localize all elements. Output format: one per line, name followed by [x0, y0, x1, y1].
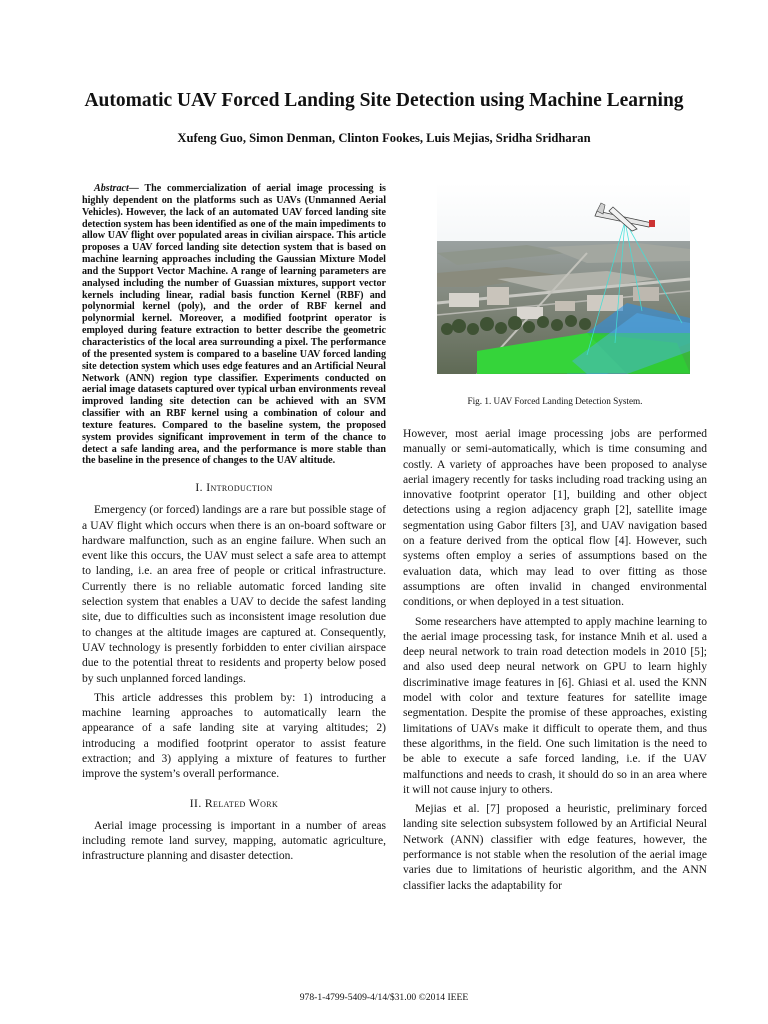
- figure-caption: Fig. 1. UAV Forced Landing Detection System.: [467, 396, 643, 406]
- paper-authors: Xufeng Guo, Simon Denman, Clinton Fookes, Luis Mejias, Sridha Sridharan: [177, 131, 591, 145]
- intro-paragraph: Emergency (or forced) landings are a rare but possible stage of a UAV flight which occurs when there is an on-board software or hardware malfunction, such as an engine failure. When such an event like this occurs, the UAV must select a safe area to attempt to landing, i.e. an area free of people or critical infrastructure. Currently there is no reliable automatic forced landing site selection system that enables a UAV to decide the safest landing site, due to difficulties such as inconsistent image resolution due to changes at the altitude images are captured at. Consequently, UAV technology is presently forbidden to enter civilian airspace due to the potential threat to residents and property below posed by such unplanned forced landings.: [82, 504, 386, 685]
- related-work-paragraph: Mejias et al. [7] proposed a heuristic, preliminary forced landing site selection subsystem followed by an Artificial Neural Network (ANN) classifier with edge features, however, the performance is not stable when the resolution of the aerial image varies due to limitations of heuristic algorithm, and the ANN classifier lacks the adaptability for: [403, 803, 707, 892]
- intro-paragraph: This article addresses this problem by: 1) introducing a machine learning approaches to automatically learn the appearance of a safe landing site at varying altitudes; 2) introducing a modified footprint operator to assist feature extraction; and 3) applying a mixture of features to further improve the system’s overall performance.: [82, 691, 386, 781]
- left-column: [82, 183, 386, 868]
- abstract: [82, 183, 386, 467]
- abstract-lead: Abstract—: [94, 183, 139, 194]
- section-heading-introduction: I. Introduction: [195, 481, 273, 495]
- section-heading-related-work: II. Related Work: [189, 796, 279, 810]
- related-work-paragraph: Some researchers have attempted to apply machine learning to the aerial image processing task, for instance Mnih et al. used a deep neural network to train road detection models in 2010 [5]; and also used deep neural network on GPU to learn highly discriminative image features in [6]. Ghiasi et al. used the KNN model with color and texture features for satellite image segmentation. Despite the promise of these approaches, existing limitations of UAVs make it difficult to operate them, and thus these algorithms, in the field. One such limitation is the need to be able to execute a safe forced landing, i.e. if the UAV malfunctions and needs to crash, it should do so in an area where it will not cause injury to others.: [403, 615, 707, 796]
- related-work-paragraph: Aerial image processing is important in a number of areas including remote land survey, mapping, automatic agriculture, infrastructure planning and disaster detection.: [82, 819, 386, 863]
- paper-title: Automatic UAV Forced Landing Site Detection using Machine Learning: [84, 90, 684, 111]
- related-work-paragraph: However, most aerial image processing jobs are performed manually or semi-automatically, which is time consuming and costly. A variety of approaches have been proposed to analyse aerial imagery recently for tasks including road tracking using an innovative footprint operator [1], building and other object detections using a region adjacency graph [2], satellite image segmentation using Gabor filters [3], and UAV navigation based on a feature derived from the optical flow [4]. However, such systems often employ a series of assumptions based on the evaluation data, which may lead to over fitting as those assumptions are often invalid in changed environmental conditions, or when deployed in a test situation.: [403, 428, 707, 609]
- right-column: [403, 427, 707, 898]
- uav-scene-image: [437, 183, 690, 374]
- page-footer: 978-1-4799-5409-4/14/$31.00 ©2014 IEEE: [299, 992, 469, 1003]
- abstract-text: The commercialization of aerial image processing is highly dependent on the platforms such as UAVs (Unmanned Aerial Vehicles). However, the lack of an automated UAV forced landing site detection system has been identified as one of the main impediments to allow UAV flight over populated areas in civilian airspace. This article proposes a UAV forced landing site detection system that is based on machine learning approaches including the Gaussian Mixture Model and the Support Vector Machine. A range of learning parameters are analysed including the number of Guassian mixtures, support vector kernels including linear, radial basis function Kernel (RBF) and polynormial kernel (poly), and the order of RBF kernel and polynormial kernel. Moreover, a modified footprint operator is employed during feature extraction to better describe the geometric characteristics of the local area surrounding a pixel. The performance of the presented system is compared to a baseline UAV forced landing site detection system which uses edge features and an Artificial Neural Network (ANN) region type classifier. Experiments conducted on aerial image datasets captured over typical urban environments reveal improved landing site detection can be achieved with an SVM classifier with an RBF kernel using a combination of colour and texture features. Compared to the baseline system, the proposed system provides significant improvement in term of the chance to detect a safe landing area, and the performance is more stable than the baseline in the presence of changes to the UAV altitude.: [82, 183, 386, 467]
- figure-uav-landing-illustration: [437, 183, 690, 374]
